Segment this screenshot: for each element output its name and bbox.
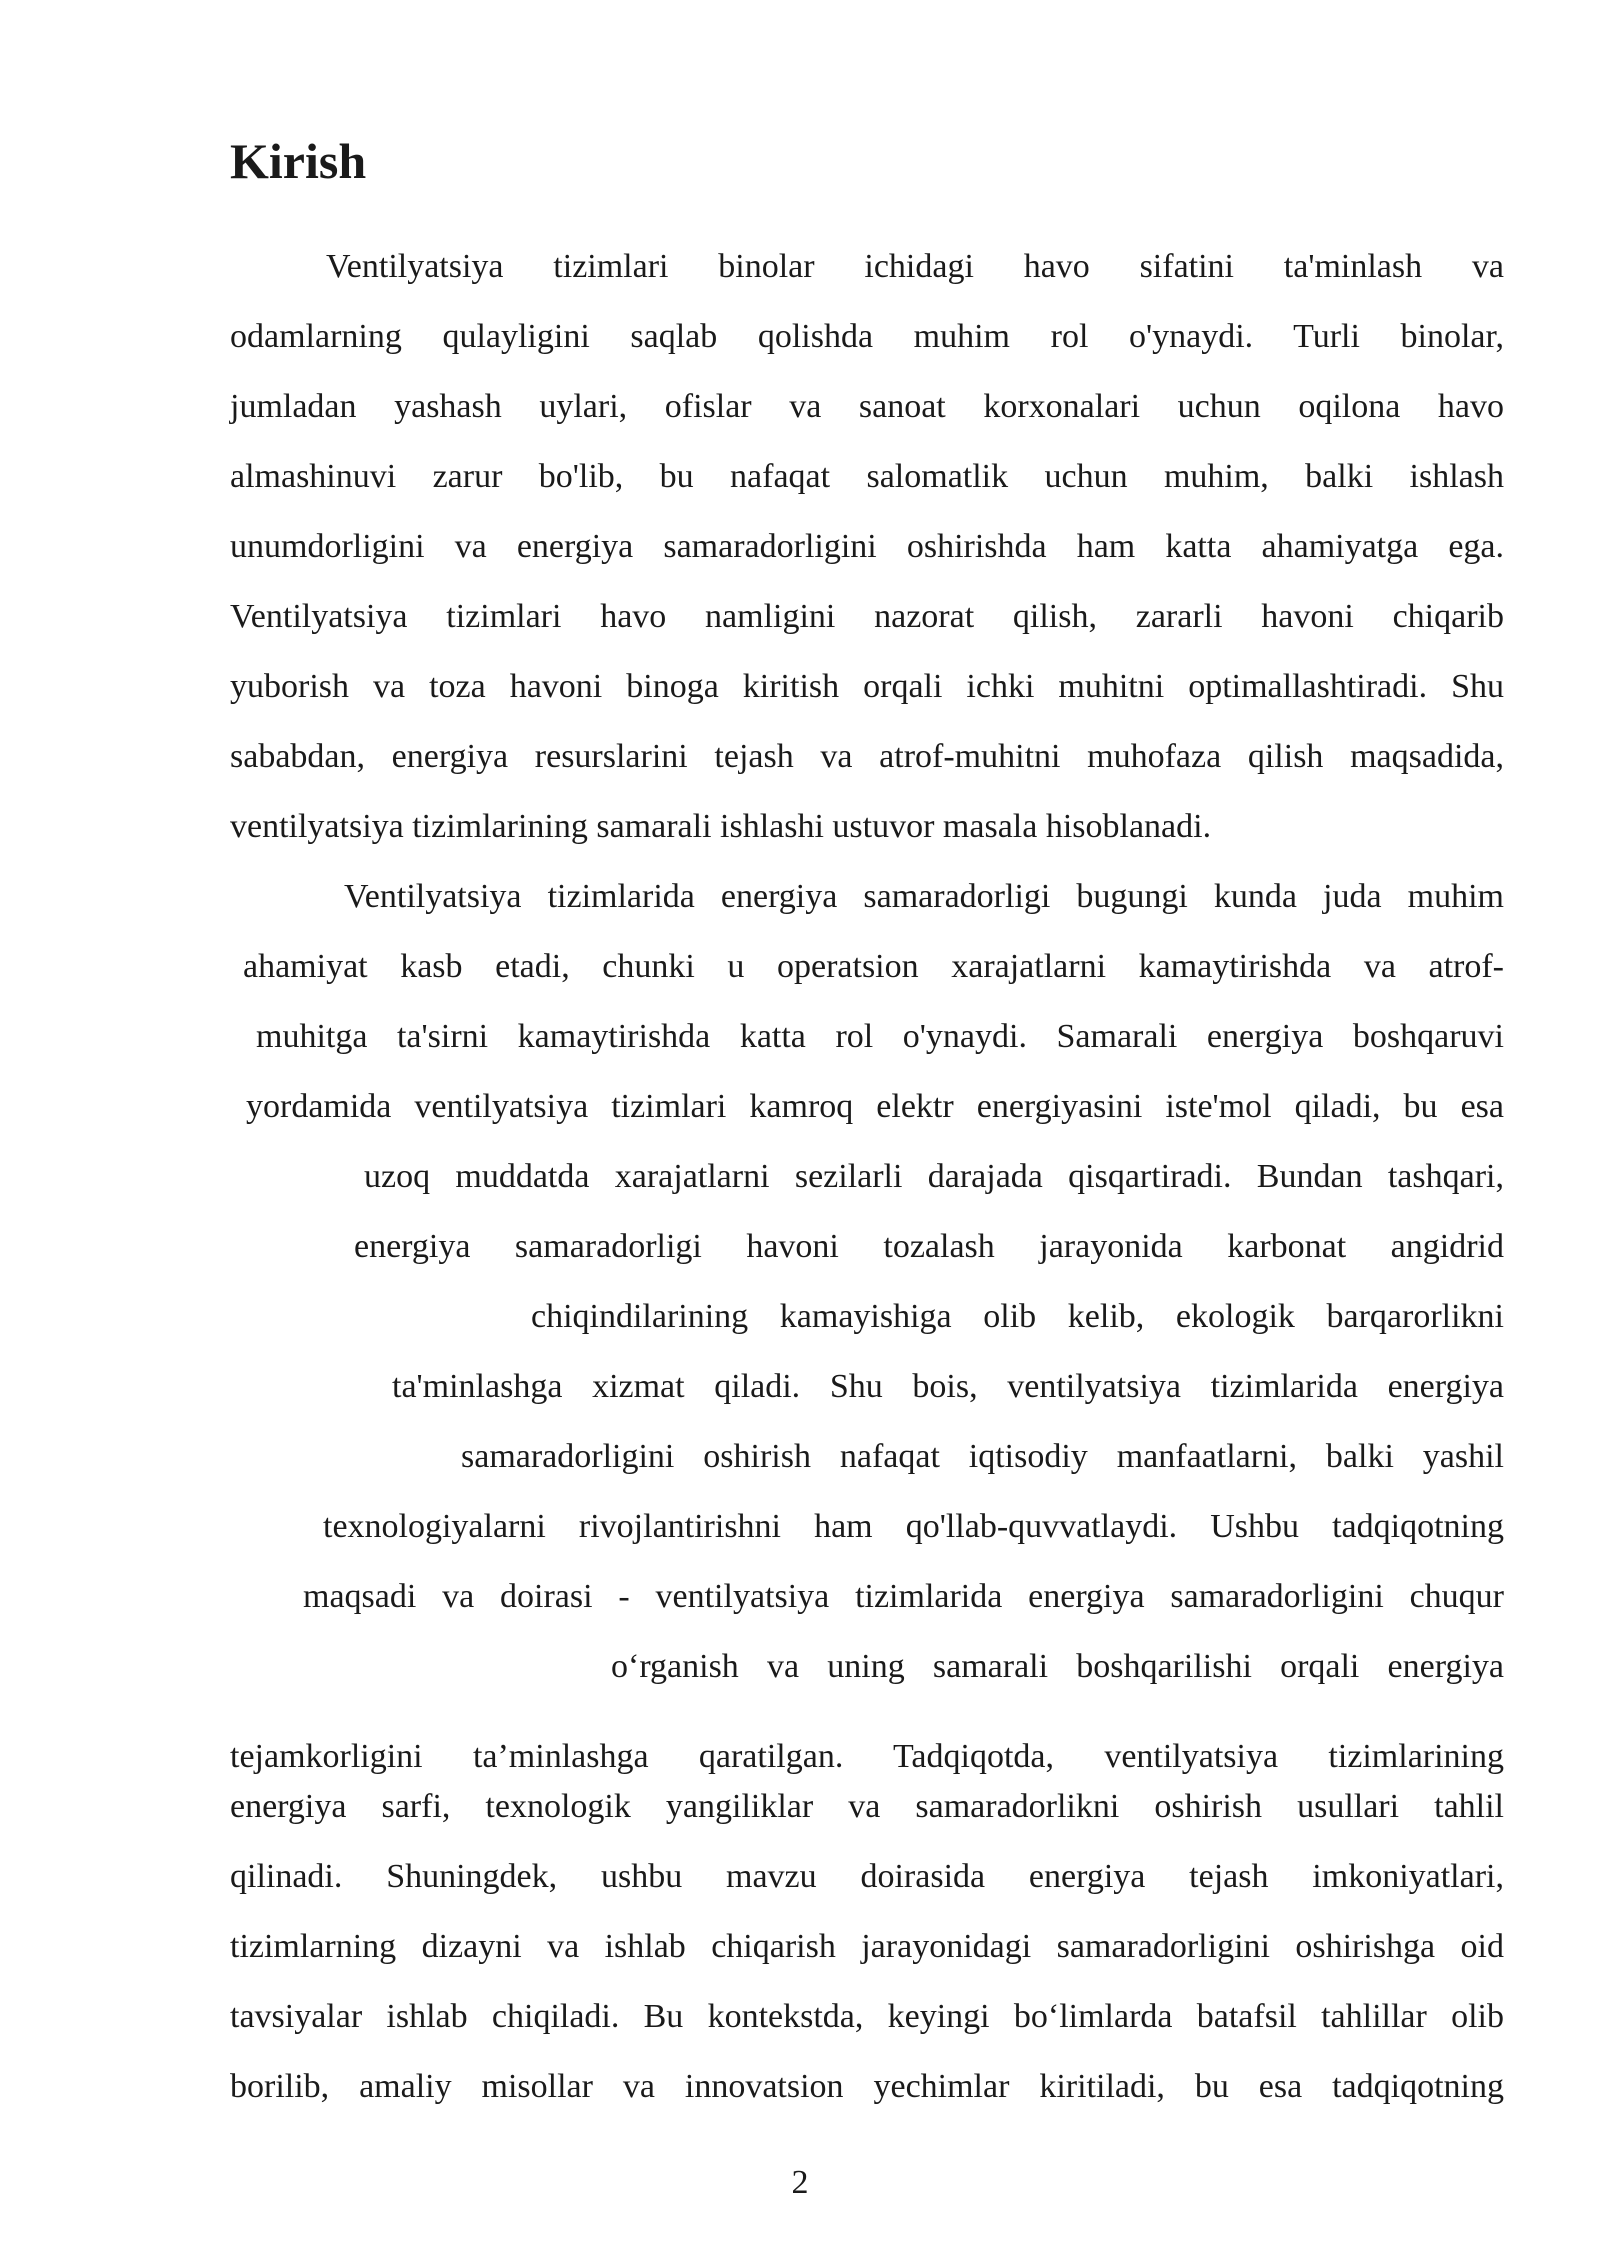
paragraph-2-line-1: Ventilyatsiya tizimlarida energiya samaradorligi bugungi kunda juda muhim: [344, 878, 1504, 915]
paragraph-1-line-8: sababdan, energiya resurslarini tejash va atrof-muhitni muhofaza qilish maqsadida,: [230, 738, 1504, 775]
paragraph-1-line-5: unumdorligini va energiya samaradorligini oshirishda ham katta ahamiyatga ega.: [230, 528, 1504, 565]
paragraph-1-line-6: Ventilyatsiya tizimlari havo namligini nazorat qilish, zararli havoni chiqarib: [230, 598, 1504, 635]
paragraph-2-line-8: ta'minlashga xizmat qiladi. Shu bois, ventilyatsiya tizimlarida energiya: [392, 1368, 1504, 1405]
paragraph-1-line-7: yuborish va toza havoni binoga kiritish orqali ichki muhitni optimallashtiradi. Shu: [230, 668, 1504, 705]
paragraph-1-line-2: odamlarning qulayligini saqlab qolishda muhim rol o'ynaydi. Turli binolar,: [230, 318, 1504, 355]
page-number: 2: [791, 2164, 809, 2201]
paragraph-2-line-12: o‘rganish va uning samarali boshqarilishi orqali energiya: [611, 1648, 1504, 1685]
paragraph-3-line-1: tejamkorligini ta’minlashga qaratilgan. Tadqiqotda, ventilyatsiya tizimlarining: [230, 1738, 1504, 1775]
paragraph-2-line-5: uzoq muddatda xarajatlarni sezilarli darajada qisqartiradi. Bundan tashqari,: [364, 1158, 1504, 1195]
paragraph-3-line-4: tizimlarning dizayni va ishlab chiqarish jarayonidagi samaradorligini oshirishga oid: [230, 1928, 1504, 1965]
paragraph-2-line-9: samaradorligini oshirish nafaqat iqtisodiy manfaatlarni, balki yashil: [461, 1438, 1504, 1475]
paragraph-3-line-6: borilib, amaliy misollar va innovatsion yechimlar kiritiladi, bu esa tadqiqotning: [230, 2068, 1504, 2105]
paragraph-3-line-2: energiya sarfi, texnologik yangiliklar va samaradorlikni oshirish usullari tahlil: [230, 1788, 1504, 1825]
paragraph-2-line-10: texnologiyalarni rivojlantirishni ham qo'llab-quvvatlaydi. Ushbu tadqiqotning: [323, 1508, 1504, 1545]
section-heading: Kirish: [230, 133, 367, 189]
paragraph-2-line-6: energiya samaradorligi havoni tozalash jarayonida karbonat angidrid: [354, 1228, 1504, 1265]
paragraph-1-line-9: ventilyatsiya tizimlarining samarali ishlashi ustuvor masala hisoblanadi.: [230, 808, 1212, 845]
paragraph-1-line-3: jumladan yashash uylari, ofislar va sanoat korxonalari uchun oqilona havo: [230, 388, 1504, 425]
paragraph-2-line-4: yordamida ventilyatsiya tizimlari kamroq elektr energiyasini iste'mol qiladi, bu esa: [246, 1088, 1504, 1125]
paragraph-1-line-1: Ventilyatsiya tizimlari binolar ichidagi havo sifatini ta'minlash va: [326, 248, 1504, 285]
paragraph-2-line-7: chiqindilarining kamayishiga olib kelib, ekologik barqarorlikni: [531, 1298, 1504, 1335]
paragraph-2-line-2: ahamiyat kasb etadi, chunki u operatsion xarajatlarni kamaytirishda va atrof-: [243, 948, 1504, 985]
paragraph-2-line-11: maqsadi va doirasi - ventilyatsiya tizimlarida energiya samaradorligini chuqur: [303, 1578, 1504, 1615]
paragraph-1-line-4: almashinuvi zarur bo'lib, bu nafaqat salomatlik uchun muhim, balki ishlash: [230, 458, 1504, 495]
paragraph-2-line-3: muhitga ta'sirni kamaytirishda katta rol o'ynaydi. Samarali energiya boshqaruvi: [256, 1018, 1504, 1055]
paragraph-3-line-5: tavsiyalar ishlab chiqiladi. Bu kontekstda, keyingi bo‘limlarda batafsil tahlillar olib: [230, 1998, 1504, 2035]
paragraph-3-line-3: qilinadi. Shuningdek, ushbu mavzu doirasida energiya tejash imkoniyatlari,: [230, 1858, 1504, 1895]
